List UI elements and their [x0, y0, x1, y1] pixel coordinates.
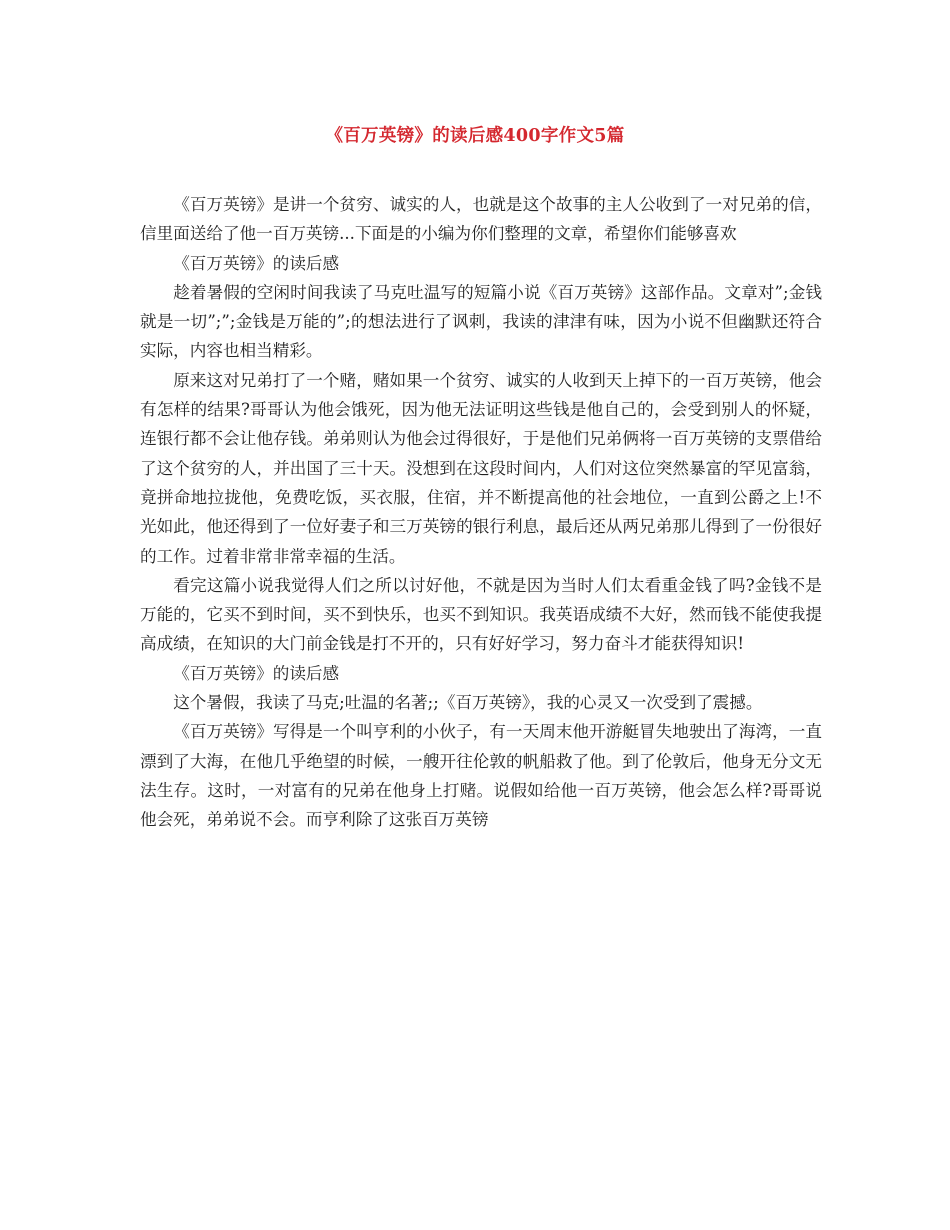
body-paragraph: 《百万英镑》写得是一个叫亨利的小伙子，有一天周末他开游艇冒失地驶出了海湾，一直漂到了大海，在他几乎绝望的时候，一艘开往伦敦的帆船救了他。到了伦敦后，他身无分文无法生存。这时，一对富有的兄弟在他身上打赌。说假如给他一百万英镑，他会怎么样?哥哥说他会死，弟弟说不会。而亨利除了这张百万英镑: [140, 722, 822, 830]
body-paragraph: 看完这篇小说我觉得人们之所以讨好他，不就是因为当时人们太看重金钱了吗?金钱不是万能的，它买不到时间，买不到快乐，也买不到知识。我英语成绩不大好，然而钱不能使我提高成绩，在知识的大门前金钱是打不开的，只有好好学习，努力奋斗才能获得知识!: [140, 575, 822, 654]
intro-paragraph: 《百万英镑》是讲一个贫穷、诚实的人，也就是这个故事的主人公收到了一对兄弟的信，信里面送给了他一百万英镑...下面是的小编为你们整理的文章，希望你们能够喜欢: [140, 195, 822, 244]
document-body: [140, 190, 822, 835]
body-paragraph: 原来这对兄弟打了一个赌，赌如果一个贫穷、诚实的人收到天上掉下的一百万英镑，他会有怎样的结果?哥哥认为他会饿死，因为他无法证明这些钱是他自己的，会受到别人的怀疑，连银行都不会让他存钱。弟弟则认为他会过得很好，于是他们兄弟俩将一百万英镑的支票借给了这个贫穷的人，并出国了三十天。没想到在这段时间内，人们对这位突然暴富的罕见富翁，竟拼命地拉拢他，免费吃饭，买衣服，住宿，并不断提高他的社会地位，一直到公爵之上!不光如此，他还得到了一位好妻子和三万英镑的银行利息，最后还从两兄弟那儿得到了一份很好的工作。过着非常非常幸福的生活。: [140, 370, 822, 566]
document-title: 《百万英镑》的读后感400字作文5篇: [325, 126, 625, 146]
section-heading: 《百万英镑》的读后感: [173, 253, 340, 273]
section-heading: 《百万英镑》的读后感: [173, 663, 340, 683]
body-paragraph: 趁着暑假的空闲时间我读了马克吐温写的短篇小说《百万英镑》这部作品。文章对”;金钱就是一切”;”;金钱是万能的”;的想法进行了讽刺，我读的津津有味，因为小说不但幽默还符合实际，内容也相当精彩。: [140, 282, 822, 361]
body-paragraph: 这个暑假，我读了马克;吐温的名著;;《百万英镑》，我的心灵又一次受到了震撼。: [173, 693, 763, 713]
